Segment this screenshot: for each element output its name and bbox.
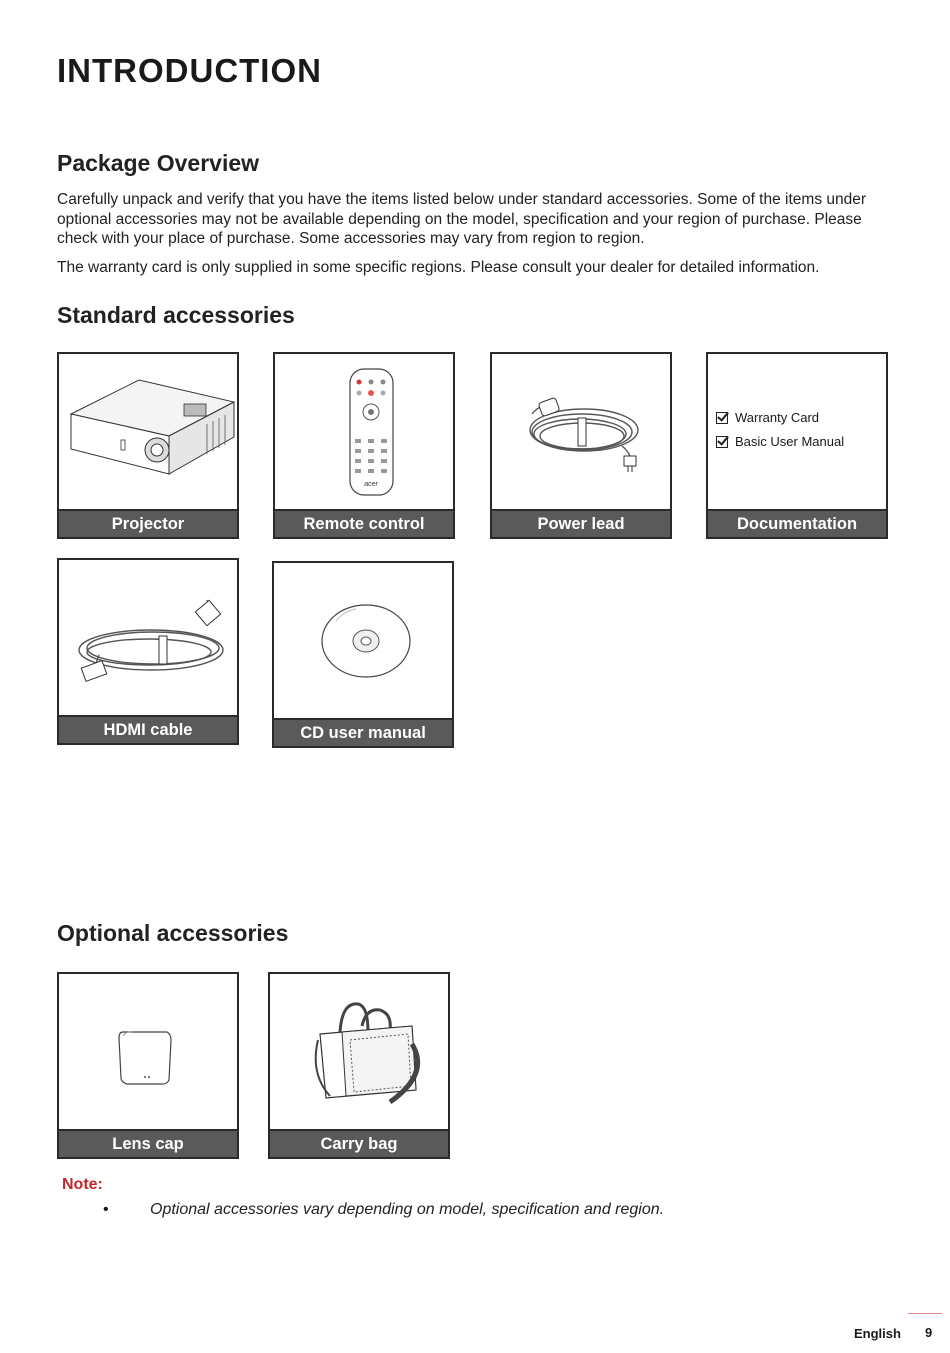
documentation-item-label: Warranty Card [735,410,820,425]
documentation-content [708,354,886,509]
lens-cap-illustration [59,974,237,1129]
accessory-card-power-lead [490,352,672,539]
page-number: 9 [925,1325,933,1340]
accessory-card-documentation [706,352,888,539]
optional-accessories-heading: Optional accessories [57,920,289,946]
hdmi-cable-icon [59,560,237,715]
cd-illustration [274,563,452,718]
section-title-package-overview: Package Overview [57,150,260,176]
accessory-card-lens-cap [57,972,239,1159]
accessory-card-hdmi-cable [57,558,239,745]
documentation-list [716,410,844,458]
remote-control-icon [275,354,453,509]
documentation-item [716,434,844,449]
projector-illustration [59,354,237,509]
carry-bag-label: Carry bag [270,1129,448,1157]
carry-bag-illustration [270,974,448,1129]
accessory-card-projector [57,352,239,539]
cd-icon [274,563,452,718]
accessory-card-carry-bag [268,972,450,1159]
hdmi-cable-label: HDMI cable [59,715,237,743]
lens-cap-icon [59,974,237,1129]
footer-divider [908,1313,942,1314]
warranty-paragraph: The warranty card is only supplied in some specific regions. Please consult your dealer for detailed information. [57,259,820,276]
documentation-item-label: Basic User Manual [735,434,845,449]
note-bullet: • [103,1201,109,1218]
standard-accessories-heading: Standard accessories [57,302,295,328]
checkbox-checked-icon [716,436,728,448]
remote-control-label: Remote control [275,509,453,537]
accessory-card-cd-user-manual [272,561,454,748]
hdmi-cable-illustration [59,560,237,715]
note-text: Optional accessories vary depending on model, specification and region. [150,1201,665,1218]
accessory-card-remote-control [273,352,455,539]
power-lead-label: Power lead [492,509,670,537]
power-lead-illustration [492,354,670,509]
power-lead-icon [492,354,670,509]
checkbox-checked-icon [716,412,728,424]
remote-illustration [275,354,453,509]
footer-language: English [854,1326,901,1341]
carry-bag-icon [270,974,448,1129]
projector-icon [59,354,237,509]
remote-brand-text: acer [364,481,378,488]
lens-cap-label: Lens cap [59,1129,237,1157]
documentation-item [716,410,844,425]
documentation-label: Documentation [708,509,886,537]
cd-user-manual-label: CD user manual [274,718,452,746]
projector-label: Projector [59,509,237,537]
intro-paragraph: Carefully unpack and verify that you have the items listed below under standard accessories. Some of the items under optional accessories may not be available depending on the model, specification and your region of purchase. Please check with your place of purchase. Some accessories may vary from region to region. [57,191,867,247]
page-title: INTRODUCTION [57,52,322,89]
note-label: Note: [62,1176,103,1193]
